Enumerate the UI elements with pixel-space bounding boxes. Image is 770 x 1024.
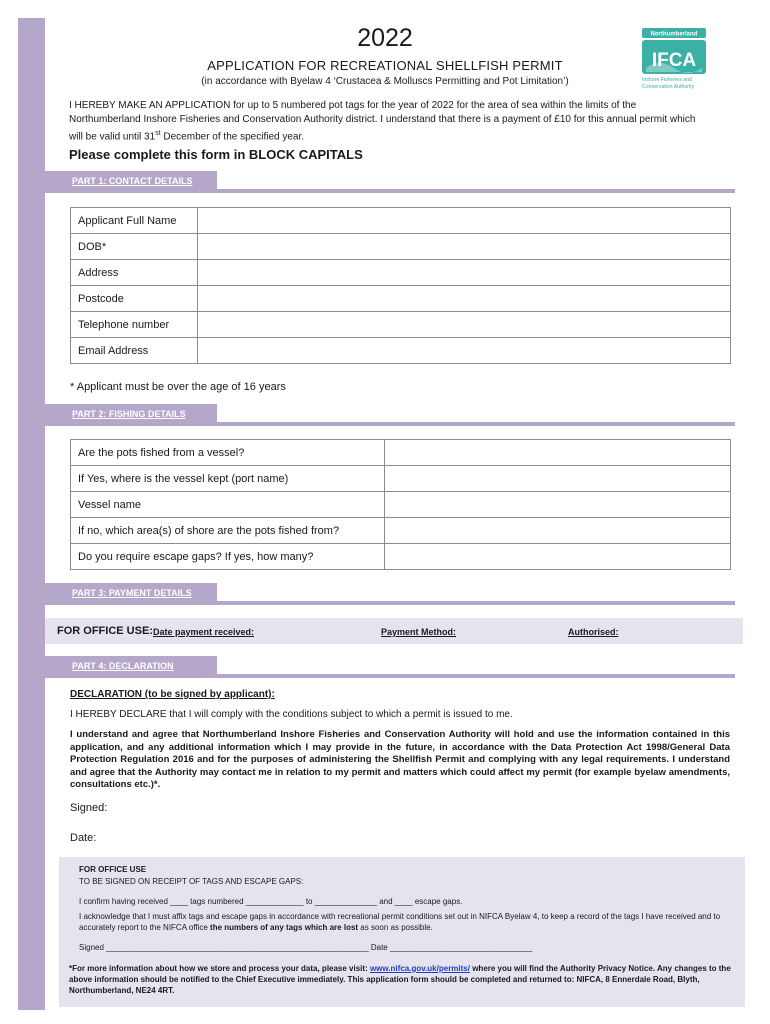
shore-area-field[interactable] — [385, 518, 731, 544]
block-capitals-instruction: Please complete this form in BLOCK CAPITALS — [69, 147, 363, 162]
date-payment-received-label: Date payment received: — [153, 627, 255, 637]
table-row — [71, 312, 731, 338]
row-label: Postcode — [71, 286, 198, 312]
form-year: 2022 — [357, 24, 413, 52]
row-label: Vessel name — [71, 492, 385, 518]
row-label: Are the pots fished from a vessel? — [71, 440, 385, 466]
table-row — [71, 338, 731, 364]
table-row — [71, 544, 731, 570]
logo-acronym-text: IFCA — [651, 50, 697, 71]
age-requirement-note: * Applicant must be over the age of 16 years — [70, 381, 286, 393]
applicant-name-field[interactable] — [198, 208, 731, 234]
address-field[interactable] — [198, 260, 731, 286]
vessel-fished-field[interactable] — [385, 440, 731, 466]
row-label: Do you require escape gaps? If yes, how many? — [71, 544, 385, 570]
intro-text: I HEREBY MAKE AN APPLICATION for up to 5 numbered pot tags for the year of 2022 for the area of sea within the limits of the Northumberland Inshore Fisheries and Conservation Authority district. I understand that there is a payment of £10 for this annual permit which will be valid until 31 — [69, 100, 696, 143]
row-label: DOB* — [71, 234, 198, 260]
table-row — [71, 492, 731, 518]
table-row — [71, 518, 731, 544]
port-name-field[interactable] — [385, 466, 731, 492]
privacy-footer — [69, 963, 739, 996]
part2-tab-label: PART 2: FISHING DETAILS — [72, 409, 186, 419]
office-use-label: FOR OFFICE USE: — [57, 625, 153, 637]
row-label: If Yes, where is the vessel kept (port name) — [71, 466, 385, 492]
table-row — [71, 466, 731, 492]
fishing-details-table — [70, 439, 731, 570]
part2-tab — [45, 404, 217, 424]
part4-tab — [45, 656, 217, 676]
form-title: APPLICATION FOR RECREATIONAL SHELLFISH PERMIT — [207, 58, 563, 73]
declaration-heading: DECLARATION (to be signed by applicant): — [70, 689, 275, 700]
row-label: Applicant Full Name — [71, 208, 198, 234]
escape-gaps-field[interactable] — [385, 544, 731, 570]
email-field[interactable] — [198, 338, 731, 364]
row-label: If no, which area(s) of shore are the pots fished from? — [71, 518, 385, 544]
date-field[interactable]: Date: — [70, 832, 97, 844]
intro-sup: st — [155, 130, 161, 137]
dob-field[interactable] — [198, 234, 731, 260]
telephone-field[interactable] — [198, 312, 731, 338]
part1-tab-label: PART 1: CONTACT DETAILS — [72, 176, 193, 186]
form-subtitle: (in accordance with Byelaw 4 ‘Crustacea & Molluscs Permitting and Pot Limitation’) — [201, 76, 569, 87]
logo-region-text: Northumberland — [650, 31, 698, 38]
ack-text-end: as soon as possible. — [358, 923, 433, 932]
ack-text: I acknowledge that I must affix tags and escape gaps in accordance with recreational permit conditions set out in NIFCA Byelaw 4, to keep a record of the tags I have received and to accurately report to the NIFCA office — [79, 912, 721, 932]
contact-details-table — [70, 207, 731, 364]
part1-tab — [45, 171, 217, 191]
part3-tab-label: PART 3: PAYMENT DETAILS — [72, 588, 192, 598]
ack-bold-text: the numbers of any tags which are lost — [210, 923, 359, 932]
table-row — [71, 440, 731, 466]
office-box-subtitle: TO BE SIGNED ON RECEIPT OF TAGS AND ESCAPE GAPS: — [79, 877, 304, 886]
left-accent-bar — [18, 18, 45, 1010]
nifca-logo — [640, 28, 708, 90]
office-signature-line: Signed ___________________________________________________________ Date ________________________________ — [79, 943, 533, 952]
footer-text: *For more information about how we store and process your data, please visit: — [69, 964, 370, 973]
permits-link[interactable]: www.nifca.gov.uk/permits/ — [369, 964, 470, 973]
table-row — [71, 260, 731, 286]
row-label: Address — [71, 260, 198, 286]
signed-field[interactable]: Signed: — [70, 802, 108, 814]
table-row — [71, 234, 731, 260]
intro-text-end: December of the specified year. — [160, 131, 305, 143]
logo-line2-text: Conservation Authority — [642, 84, 695, 90]
authorised-label: Authorised: — [568, 627, 619, 637]
data-protection-statement: I understand and agree that Northumberland Inshore Fisheries and Conservation Authority will hold and use the information contained in this application, and any additional information which I may provide in the future, in accordance with the Data Protection Act 1998/General Data Protection Regulation 2016 and for the purposes of administering the Shellfish Permit and complying with any legal requirements. I understand and agree that the Authority may contact me in relation to my permit and matters which could affect my permit (for example byelaw amendments, consultations etc.)*. — [70, 729, 730, 790]
row-label: Telephone number — [71, 312, 198, 338]
logo-line1-text: Inshore Fisheries and — [642, 77, 692, 83]
vessel-name-field[interactable] — [385, 492, 731, 518]
acknowledgement-text — [79, 911, 729, 933]
payment-method-label: Payment Method: — [381, 627, 457, 637]
row-label: Email Address — [71, 338, 198, 364]
office-box-title: FOR OFFICE USE — [79, 865, 147, 874]
intro-paragraph — [69, 99, 699, 144]
part4-tab-label: PART 4: DECLARATION — [72, 661, 174, 671]
table-row — [71, 286, 731, 312]
footer-text-end: where you will find the Authority Privacy Notice. Any changes to the above information should be notified to the Chief Executive immediately. This application form should be completed and returned to: NIFCA, 8 Ennerdale Road, Blyth, Northumberland, NE24 4RT. — [69, 964, 731, 995]
tags-confirmation-line: I confirm having received ____ tags numbered _____________ to ______________ and ____ escape gaps. — [79, 897, 463, 906]
declaration-statement: I HEREBY DECLARE that I will comply with the conditions subject to which a permit is issued to me. — [70, 709, 513, 720]
table-row — [71, 208, 731, 234]
part3-tab — [45, 583, 217, 603]
postcode-field[interactable] — [198, 286, 731, 312]
